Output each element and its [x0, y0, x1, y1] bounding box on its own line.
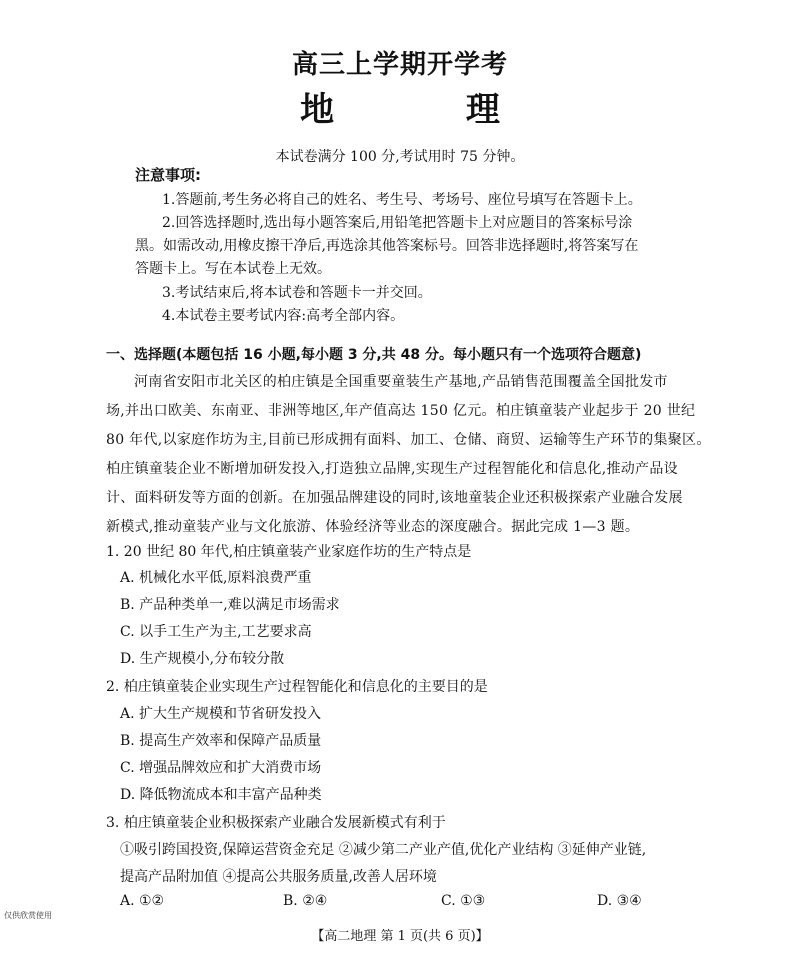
- passage-line: 计、面料研发等方面的创新。在加强品牌建设的同时,该地童装企业还积极探索产业融合发展: [106, 490, 683, 506]
- notice-line: 1.答题前,考生务必将自己的姓名、考生号、考场号、座位号填写在答题卡上。: [162, 192, 642, 208]
- notice-line: 2.回答选择题时,选出每小题答案后,用铅笔把答题卡上对应题目的答案标号涂: [162, 215, 633, 231]
- question-2-stem: 2. 柏庄镇童装企业实现生产过程智能化和信息化的主要目的是: [106, 679, 488, 695]
- q3-choices-line: 提高产品附加值 ④提高公共服务质量,改善人居环境: [120, 869, 437, 885]
- q2-option-b: B. 提高生产效率和保障产品质量: [120, 733, 322, 749]
- q2-option-a: A. 扩大生产规模和节省研发投入: [120, 706, 322, 722]
- exam-info: 本试卷满分 100 分,考试用时 75 分钟。: [275, 149, 525, 165]
- q2-option-d: D. 降低物流成本和丰富产品种类: [120, 787, 322, 803]
- q1-option-c: C. 以手工生产为主,工艺要求高: [120, 624, 312, 640]
- exam-title: 高三上学期开学考: [291, 50, 508, 80]
- question-1-stem: 1. 20 世纪 80 年代,柏庄镇童装产业家庭作坊的生产特点是: [106, 544, 472, 560]
- passage-line: 场,并出口欧美、东南亚、非洲等地区,年产值高达 150 亿元。柏庄镇童装产业起步于 20 世纪: [106, 403, 696, 419]
- passage-line: 80 年代,以家庭作坊为主,目前已形成拥有面料、加工、仓储、商贸、运输等生产环节的集聚区。: [106, 432, 711, 448]
- subject-title: 地 理: [300, 90, 560, 130]
- q1-option-d: D. 生产规模小,分布较分散: [120, 651, 285, 667]
- question-3-stem: 3. 柏庄镇童装企业积极探索产业融合发展新模式有利于: [106, 815, 446, 831]
- notice-line: 3.考试结束后,将本试卷和答题卡一并交回。: [162, 285, 432, 301]
- passage-line: 新模式,推动童装产业与文化旅游、体验经济等业态的深度融合。据此完成 1—3 题。: [106, 519, 640, 535]
- notice-line: 黑。如需改动,用橡皮擦干净后,再选涂其他答案标号。回答非选择题时,将答案写在: [135, 238, 639, 254]
- side-note: 仅供欣赏使用: [4, 911, 52, 920]
- section-heading: 一、选择题(本题包括 16 小题,每小题 3 分,共 48 分。每小题只有一个选项符合题意): [106, 347, 642, 363]
- notice-line: 4.本试卷主要考试内容:高考全部内容。: [162, 308, 405, 324]
- passage-line: 河南省安阳市北关区的柏庄镇是全国重要童装生产基地,产品销售范围覆盖全国批发市: [134, 374, 668, 390]
- q2-option-c: C. 增强品牌效应和扩大消费市场: [120, 760, 322, 776]
- q1-option-a: A. 机械化水平低,原料浪费严重: [120, 570, 312, 586]
- notice-line: 答题卡上。写在本试卷上无效。: [135, 261, 331, 277]
- page-footer: 【高二地理 第 1 页(共 6 页)】: [311, 929, 489, 944]
- passage-line: 柏庄镇童装企业不断增加研发投入,打造独立品牌,实现生产过程智能化和信息化,推动产品设: [106, 461, 678, 477]
- q3-option-d: D. ③④: [597, 893, 642, 909]
- q3-choices-line: ①吸引跨国投资,保障运营资金充足 ②减少第二产业产值,优化产业结构 ③延伸产业链,: [120, 842, 647, 858]
- q1-option-b: B. 产品种类单一,难以满足市场需求: [120, 597, 340, 613]
- q3-option-c: C. ①③: [441, 893, 486, 909]
- q3-option-b: B. ②④: [283, 893, 328, 909]
- notice-heading: 注意事项:: [135, 166, 201, 184]
- q3-option-a: A. ①②: [120, 893, 165, 909]
